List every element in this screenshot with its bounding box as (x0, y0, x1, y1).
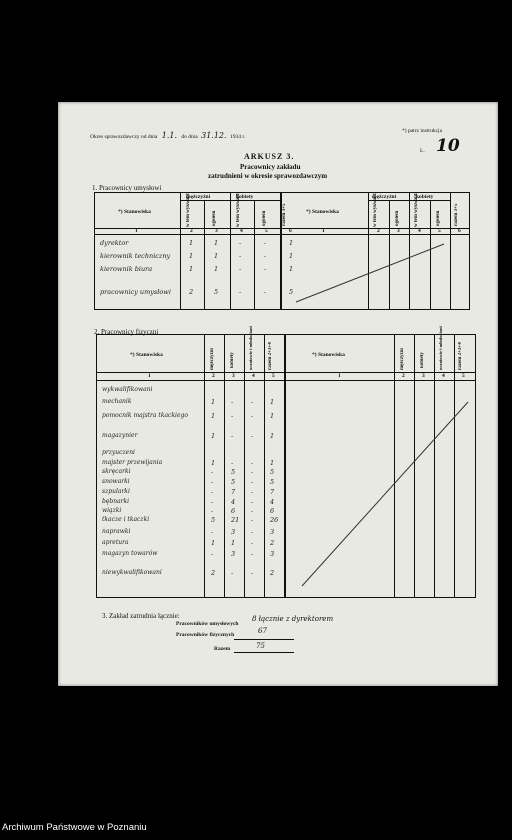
razem-value: 75 (256, 642, 265, 650)
s2-row-cell: - (251, 459, 254, 467)
s2-colnum: 4 (442, 373, 445, 379)
section1-heading: 1. Pracownicy umysłowi (92, 184, 162, 192)
s2-colnum: 1 (338, 373, 341, 379)
s2-row-cell: 3 (231, 550, 236, 558)
s1-colnum: 2 (190, 228, 193, 234)
s2-row-cell: 3 (231, 528, 236, 536)
s1-colnum: 1 (322, 228, 325, 234)
s1-row-cell: 1 (289, 265, 294, 273)
s2-row-cell: 5 (211, 516, 216, 524)
s1-colnum: 4 (240, 228, 243, 234)
s2-row-cell: - (251, 432, 254, 440)
s1-row-name: pracownicy umysłowi (100, 288, 171, 296)
umyslowych-label: Pracowników umysłowych (176, 621, 239, 627)
s1-colnum: 5 (438, 228, 441, 234)
s2-cancel-stroke (298, 400, 472, 590)
razem-label: Razem (214, 646, 231, 652)
s2-colnum: 4 (252, 373, 255, 379)
s2-row-name: pomocnik majstra tkackiego (102, 412, 188, 419)
s1-col-ogolem-2: ogółem (262, 210, 267, 226)
s2-row-cell: 1 (211, 432, 216, 440)
s2-colnum: 5 (462, 373, 465, 379)
s2-row-cell: 4 (231, 498, 236, 506)
s2-row-cell: - (211, 488, 214, 496)
s1-colnum: 4 (418, 228, 421, 234)
s2-row-name: tkacze i tkaczki (102, 516, 150, 523)
s1-col-mezczyzni-2: mężczyźni (372, 194, 397, 200)
s1-row-cell: - (239, 252, 242, 260)
s2-colnum: 1 (148, 373, 151, 379)
fizycznych-label: Pracowników fizycznych (176, 632, 235, 638)
s2-row-cell: - (231, 569, 234, 577)
s1-row-cell: - (264, 288, 267, 296)
s2-row-name: mechanik (102, 398, 132, 405)
s2-row-name: wiązki (102, 507, 122, 514)
s1-col-wtem-4: w tem wykwalif. (414, 192, 419, 227)
s1-col-razem-2: razem 3+5 (454, 203, 459, 226)
s2-col-uczniowie-2: uczniowie i młodociani (438, 326, 443, 370)
s2-col-stanowiska: *) Stanowiska (130, 352, 163, 358)
s1-row-cell: - (239, 239, 242, 247)
s1-row-cell: - (239, 265, 242, 273)
s1-row-cell: 1 (214, 239, 219, 247)
s2-row-cell: - (231, 412, 234, 420)
title-line1: Pracownicy zakładu (240, 163, 301, 171)
s2-row-cell: 1 (211, 539, 216, 547)
s2-row-cell: 21 (231, 516, 240, 524)
s2-row-name: apretura (102, 539, 129, 546)
s2-row-cell: - (231, 432, 234, 440)
s1-row-name: dyrektor (100, 239, 129, 247)
section2-heading: 2. Pracownicy fizyczni (94, 328, 159, 336)
s1-col-stanowiska: *) Stanowiska (118, 209, 151, 215)
umyslowych-value: 8 łącznie z dyrektorem (252, 615, 334, 623)
s2-row-cell: - (211, 468, 214, 476)
s1-row-cell: - (264, 265, 267, 273)
s2-colnum: 2 (402, 373, 405, 379)
s2-col-mezczyzni-2: mężczyźni (400, 348, 405, 370)
period-to: 31.12. (201, 131, 227, 140)
s2-row-cell: 6 (231, 507, 236, 515)
s2-row-cell: 3 (270, 528, 275, 536)
s2-row-cell: 4 (270, 498, 275, 506)
s2-row-name: skręcarki (102, 468, 131, 475)
s2-row-cell: 7 (270, 488, 275, 496)
s1-col-ogolem-3: ogółem (395, 210, 400, 226)
s2-row-cell: 6 (270, 507, 275, 515)
s1-row-cell: 1 (214, 265, 219, 273)
s1-col-kobiety-2: kobiety (416, 194, 434, 200)
s1-row-cell: 1 (189, 265, 194, 273)
s1-row-cell: 1 (189, 252, 194, 260)
s2-row-cell: - (251, 412, 254, 420)
s2-row-cell: 2 (270, 539, 275, 547)
s1-col-ogolem-1: ogółem (212, 210, 217, 226)
period-line: Okres sprawozdawczy od dnia 1.1. do dnia 31.12. 1934 r. (90, 131, 246, 140)
s2-row-cell: 3 (270, 550, 275, 558)
s1-col-wtem-2: w tem wykwalif. (236, 192, 241, 227)
s2-row-cell: - (211, 528, 214, 536)
s1-col-wtem-1: w tem wykwalif. (186, 192, 191, 227)
s2-row-cell: - (231, 398, 234, 406)
sheet-number: 10 (436, 136, 460, 156)
s2-row-cell: 5 (270, 468, 275, 476)
s2-row-cell: 5 (231, 478, 236, 486)
instruction-note: *) patrz instrukcja (402, 128, 443, 134)
s2-colnum: 5 (272, 373, 275, 379)
sheet-no-label: L. (420, 148, 425, 154)
s2-row-name: przyuczeni (102, 449, 135, 456)
s2-row-cell: - (231, 459, 234, 467)
s2-row-cell: - (251, 478, 254, 486)
s1-row-cell: - (264, 239, 267, 247)
s2-row-cell: 1 (211, 398, 216, 406)
s1-row-cell: 1 (214, 252, 219, 260)
s2-colnum: 2 (212, 373, 215, 379)
arkusz-title: ARKUSZ 3. (244, 152, 295, 161)
s1-colnum: 5 (265, 228, 268, 234)
archive-watermark: Archiwum Państwowe w Poznaniu (2, 822, 147, 833)
s2-row-cell: - (211, 478, 214, 486)
s1-colnum: 3 (215, 228, 218, 234)
s1-col-ogolem-4: ogółem (436, 210, 441, 226)
s2-col-uczniowie: uczniowie i młodociani (248, 326, 253, 370)
s2-row-cell: 1 (270, 459, 275, 467)
s2-row-cell: - (251, 539, 254, 547)
s2-row-cell: 1 (270, 432, 275, 440)
s2-row-cell: - (251, 550, 254, 558)
s2-colnum: 3 (422, 373, 425, 379)
s1-col-kobiety: kobiety (236, 194, 254, 200)
s2-col-razem: razem 2+3+4 (268, 342, 273, 370)
s1-col-mezczyzni: mężczyźni (186, 194, 211, 200)
s2-row-cell: - (251, 507, 254, 515)
s2-row-cell: - (251, 468, 254, 476)
s2-row-cell: - (211, 507, 214, 515)
s1-row-cell: 5 (289, 288, 294, 296)
s2-row-cell: - (251, 498, 254, 506)
s2-row-name: magazynier (102, 432, 138, 439)
s2-col-stanowiska-2: *) Stanowiska (312, 352, 345, 358)
s2-row-cell: - (251, 528, 254, 536)
s2-row-name: niewykwalifikowani (102, 569, 162, 576)
s2-row-cell: 1 (231, 539, 236, 547)
s2-row-cell: 1 (270, 412, 275, 420)
s1-colnum: 6 (289, 228, 292, 234)
s2-row-cell: 1 (270, 398, 275, 406)
s1-col-razem-1: razem 3+5 (282, 203, 287, 226)
s1-colnum: 6 (458, 228, 461, 234)
s2-row-cell: - (251, 569, 254, 577)
s2-row-name: majster przewijania (102, 459, 163, 466)
s1-colnum: 1 (135, 228, 138, 234)
s2-row-cell: 5 (270, 478, 275, 486)
s2-row-cell: 5 (231, 468, 236, 476)
s2-row-cell: 26 (270, 516, 279, 524)
s1-colnum: 2 (377, 228, 380, 234)
s2-colnum: 3 (232, 373, 235, 379)
s1-row-cell: - (264, 252, 267, 260)
s2-row-cell: - (251, 398, 254, 406)
s1-row-cell: 1 (289, 252, 294, 260)
s2-row-cell: 1 (211, 459, 216, 467)
s2-col-razem-2: razem 2+3+4 (458, 342, 463, 370)
period-year: 1934 r. (229, 134, 246, 140)
document-page (58, 102, 498, 686)
s1-row-cell: 5 (214, 288, 219, 296)
s2-col-kobiety-2: kobiety (420, 352, 425, 368)
s2-row-cell: - (251, 488, 254, 496)
s1-cancel-stroke (294, 242, 448, 304)
title-line2: zatrudnieni w okresie sprawozdawczym (208, 172, 328, 180)
s2-row-name: magazyn towarów (102, 550, 158, 557)
s1-row-cell: - (239, 288, 242, 296)
s1-col-stanowiska-2: *) Stanowiska (306, 209, 339, 215)
s1-row-name: kierownik biura (100, 265, 153, 273)
s2-row-name: bębnarki (102, 498, 130, 505)
s2-row-cell: 2 (211, 569, 216, 577)
s2-row-name: snowarki (102, 478, 130, 485)
s1-col-wtem-3: w tem wykwalif. (373, 192, 378, 227)
s2-row-name: naprawki (102, 528, 131, 535)
s2-row-cell: - (251, 516, 254, 524)
s1-row-cell: 2 (189, 288, 194, 296)
s2-row-cell: 7 (231, 488, 236, 496)
s2-row-name: szpularki (102, 488, 130, 495)
s2-row-cell: - (211, 498, 214, 506)
section3-heading: 3. Zakład zatrudnia łącznie: (102, 612, 180, 620)
s1-row-cell: 1 (189, 239, 194, 247)
s2-row-cell: 1 (211, 412, 216, 420)
s2-row-cell: - (211, 550, 214, 558)
s2-row-name: wykwalifikowani (102, 386, 153, 393)
s1-row-cell: 1 (289, 239, 294, 247)
fizycznych-value: 67 (258, 627, 267, 635)
period-from: 1.1. (161, 131, 177, 140)
s2-col-kobiety: kobiety (230, 352, 235, 368)
s1-colnum: 3 (397, 228, 400, 234)
s1-row-name: kierownik techniczny (100, 252, 171, 260)
s2-col-mezczyzni: mężczyźni (210, 348, 215, 370)
s2-row-cell: 2 (270, 569, 275, 577)
